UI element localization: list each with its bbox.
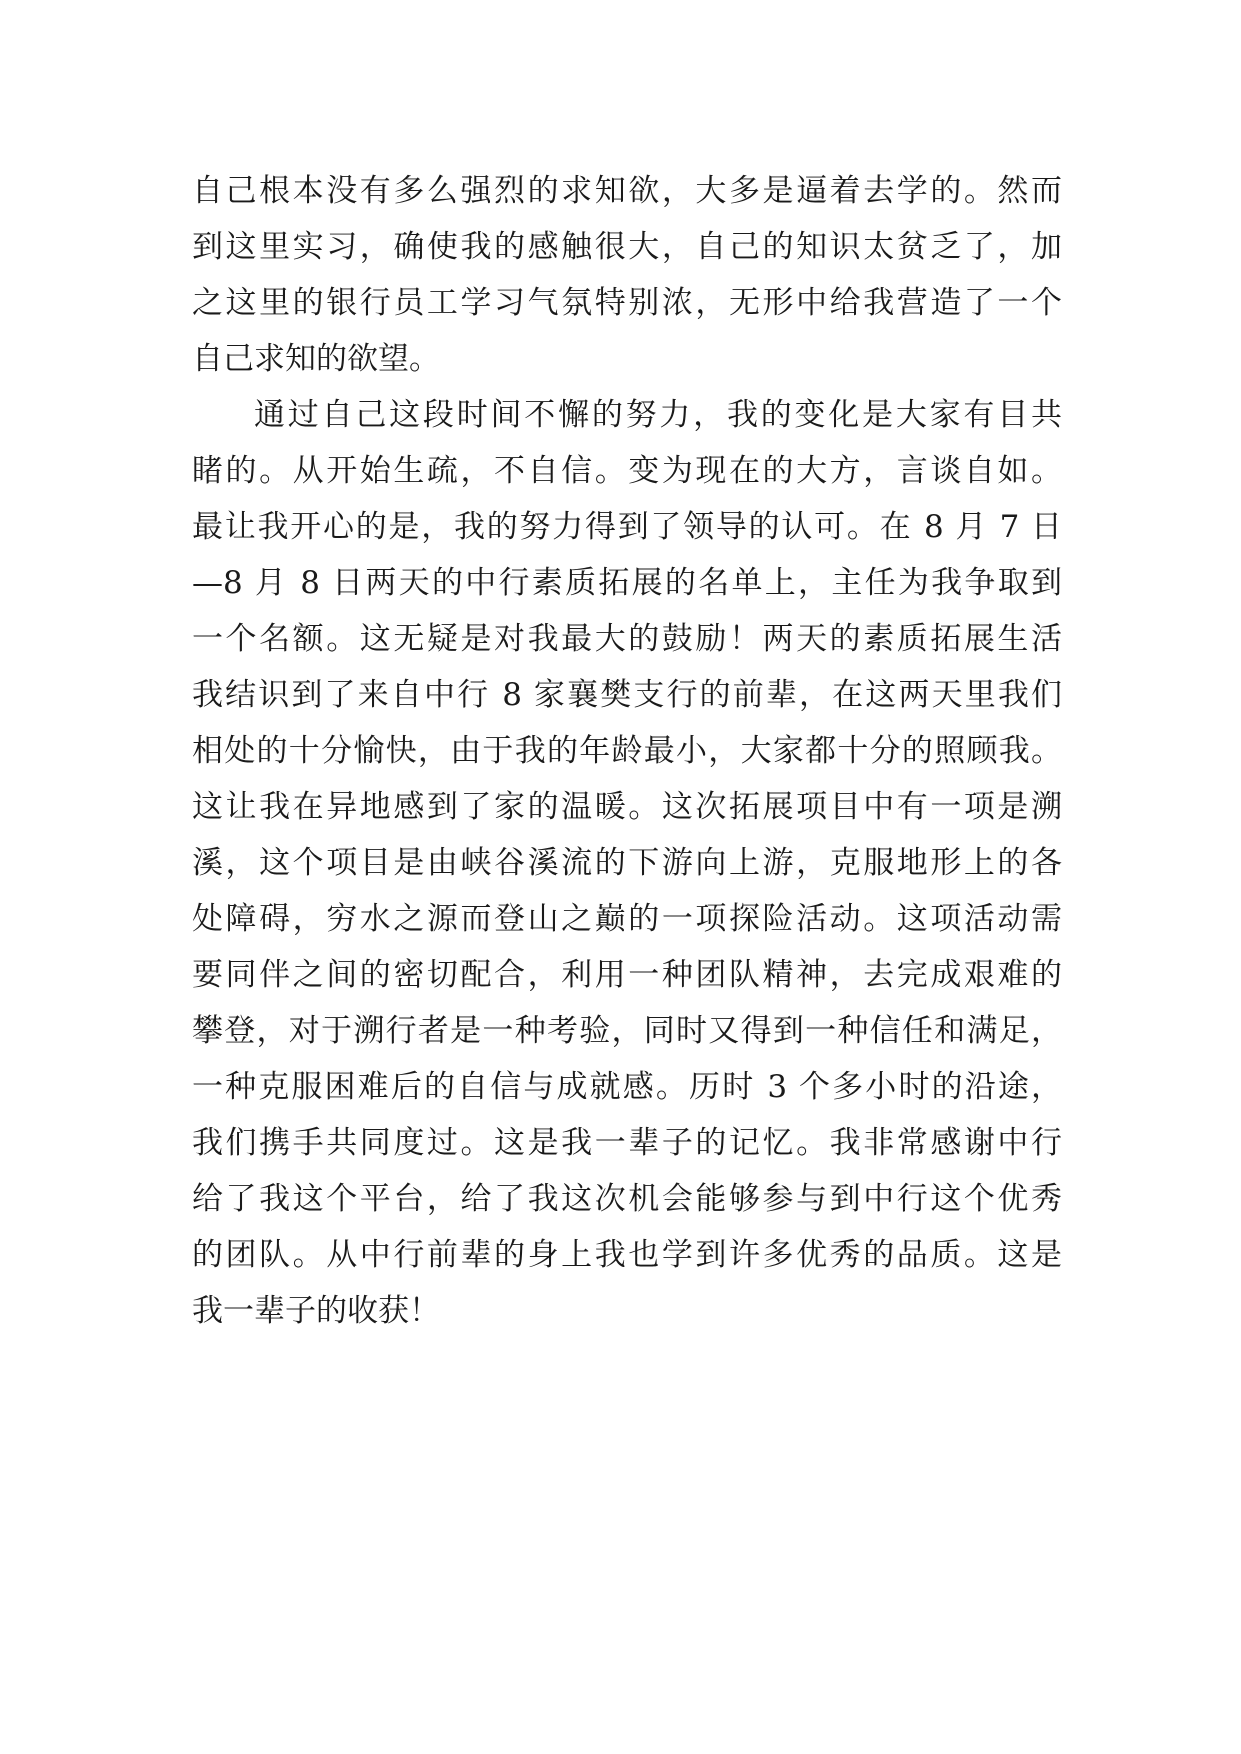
text-line: 溪，这个项目是由峡谷溪流的下游向上游，克服地形上的各 [192,845,1062,881]
text-line: 攀登，对于溯行者是一种考验，同时又得到一种信任和满足， [192,1013,1062,1049]
text-line: 自己根本没有多么强烈的求知欲，大多是逼着去学的。然而 [192,173,1062,209]
text-line: 要同伴之间的密切配合，利用一种团队精神，去完成艰难的 [192,957,1062,993]
text-line: 我们携手共同度过。这是我一辈子的记忆。我非常感谢中行 [192,1125,1062,1161]
text-line: 处障碍，穷水之源而登山之巅的一项探险活动。这项活动需 [192,901,1062,937]
text-line: —8 月 8 日两天的中行素质拓展的名单上，主任为我争取到 [192,565,1062,601]
text-line: 我结识到了来自中行 8 家襄樊支行的前辈，在这两天里我们 [192,677,1062,713]
text-line: 最让我开心的是，我的努力得到了领导的认可。在 8 月 7 日 [192,509,1062,545]
text-line: 这让我在异地感到了家的温暖。这次拓展项目中有一项是溯 [192,789,1062,825]
text-line: 相处的十分愉快，由于我的年龄最小，大家都十分的照顾我。 [192,733,1062,769]
body-text [192,163,1062,1339]
text-line: 一种克服困难后的自信与成就感。历时 3 个多小时的沿途， [192,1069,1062,1105]
text-line: 的团队。从中行前辈的身上我也学到许多优秀的品质。这是 [192,1237,1062,1273]
paragraph-first-line: 通过自己这段时间不懈的努力，我的变化是大家有目共 [254,397,1062,433]
text-line: 我一辈子的收获！ [192,1293,440,1329]
text-line: 之这里的银行员工学习气氛特别浓，无形中给我营造了一个 [192,285,1062,321]
text-line: 睹的。从开始生疏，不自信。变为现在的大方，言谈自如。 [192,453,1062,489]
text-line: 一个名额。这无疑是对我最大的鼓励！两天的素质拓展生活 [192,621,1062,657]
text-line: 给了我这个平台，给了我这次机会能够参与到中行这个优秀 [192,1181,1062,1217]
text-line: 到这里实习，确使我的感触很大，自己的知识太贫乏了，加 [192,229,1062,265]
text-line: 自己求知的欲望。 [192,341,440,377]
